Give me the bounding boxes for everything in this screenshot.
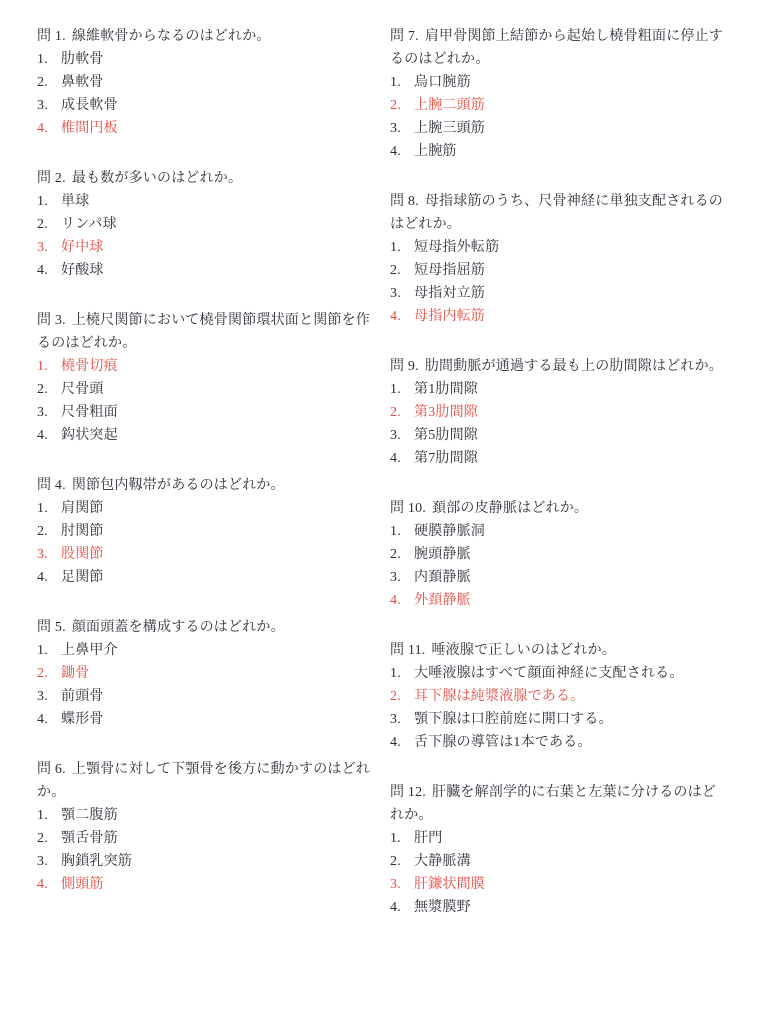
question-12-option-1 (390, 827, 728, 850)
question-4-text: 関節包内靱帯があるのはどれか。 (71, 478, 285, 493)
question-4-option-3-text: 股関節 (61, 547, 104, 562)
question-11-option-3 (390, 708, 728, 731)
question-3-option-3-number: 3. (37, 405, 48, 420)
question-8-text: 母指球筋のうち、尺骨神経に単独支配されるのはどれか。 (390, 194, 724, 232)
question-5-option-3-number: 3. (37, 689, 48, 704)
question-8-option-1 (390, 236, 728, 259)
question-4-option-1 (37, 497, 375, 520)
question-3-option-1-number: 1. (37, 359, 48, 374)
question-6-option-3-text: 胸鎖乳突筋 (61, 854, 132, 869)
question-6-option-2 (37, 827, 375, 850)
question-7 (390, 25, 728, 163)
question-9-title (390, 355, 728, 378)
question-6-option-4-number: 4. (37, 877, 48, 892)
question-1-option-1 (37, 48, 375, 71)
question-11-option-2-text: 耳下腺は純漿液腺である。 (414, 689, 585, 704)
question-4-option-1-number: 1. (37, 501, 48, 516)
question-3-option-2-text: 尺骨頭 (61, 382, 104, 397)
question-2-option-1-text: 単球 (61, 194, 90, 209)
question-4-option-3-number: 3. (37, 547, 48, 562)
question-11-title (390, 639, 728, 662)
question-12-number: 問 12. (390, 785, 426, 800)
question-10 (390, 497, 728, 612)
question-9-number: 問 9. (390, 359, 419, 374)
question-6-number: 問 6. (37, 762, 66, 777)
question-11-option-1-text: 大唾液腺はすべて顔面神経に支配される。 (414, 666, 684, 681)
question-11-option-4 (390, 731, 728, 754)
question-2-option-2-number: 2. (37, 217, 48, 232)
question-2-number: 問 2. (37, 171, 66, 186)
question-2-option-3-text: 好中球 (61, 240, 104, 255)
question-4-number: 問 4. (37, 478, 66, 493)
question-11-option-2-number: 2. (390, 689, 401, 704)
question-12-option-4 (390, 896, 728, 919)
question-8-option-3-text: 母指対立筋 (414, 286, 485, 301)
question-5-number: 問 5. (37, 620, 66, 635)
question-7-option-1-number: 1. (390, 75, 401, 90)
right-column (390, 25, 728, 946)
question-1-title (37, 25, 375, 48)
question-1 (37, 25, 375, 140)
question-4-option-4-text: 足関節 (61, 570, 104, 585)
question-10-option-3-number: 3. (390, 570, 401, 585)
question-1-option-2 (37, 71, 375, 94)
question-11-number: 問 11. (390, 643, 426, 658)
question-12-option-2-number: 2. (390, 854, 401, 869)
question-7-option-4-number: 4. (390, 144, 401, 159)
question-9-option-4 (390, 447, 728, 470)
question-1-option-1-text: 肋軟骨 (61, 52, 104, 67)
question-12-option-3-number: 3. (390, 877, 401, 892)
question-2-title (37, 167, 375, 190)
question-7-option-2 (390, 94, 728, 117)
question-8-option-4-number: 4. (390, 309, 401, 324)
question-3-option-4 (37, 424, 375, 447)
question-3-option-1-text: 橈骨切痕 (61, 359, 118, 374)
question-5-option-2-text: 鋤骨 (61, 666, 90, 681)
question-4-title (37, 474, 375, 497)
question-2-option-4-text: 好酸球 (61, 263, 104, 278)
question-12-option-2 (390, 850, 728, 873)
question-8 (390, 190, 728, 328)
question-10-option-4-text: 外頚静脈 (414, 593, 471, 608)
question-11-text: 唾液腺で正しいのはどれか。 (431, 643, 617, 658)
question-3-option-1 (37, 355, 375, 378)
question-9-option-4-number: 4. (390, 451, 401, 466)
question-5-title (37, 616, 375, 639)
left-column (37, 25, 375, 946)
question-2-option-4-number: 4. (37, 263, 48, 278)
question-10-title (390, 497, 728, 520)
question-1-option-3-text: 成長軟骨 (61, 98, 118, 113)
question-2-option-4 (37, 259, 375, 282)
question-7-option-3 (390, 117, 728, 140)
question-12-option-4-number: 4. (390, 900, 401, 915)
question-10-option-1-text: 硬膜静脈洞 (414, 524, 485, 539)
question-8-number: 問 8. (390, 194, 419, 209)
question-6-option-4-text: 側頭筋 (61, 877, 104, 892)
question-1-text: 線維軟骨からなるのはどれか。 (71, 29, 271, 44)
question-10-text: 頚部の皮静脈はどれか。 (432, 501, 589, 516)
question-5-option-1 (37, 639, 375, 662)
question-6-title (37, 758, 375, 804)
question-2-option-2-text: リンパ球 (61, 217, 117, 232)
question-2-option-2 (37, 213, 375, 236)
question-10-option-2-number: 2. (390, 547, 401, 562)
question-6-option-3 (37, 850, 375, 873)
question-9-option-2-text: 第3肋間隙 (414, 405, 478, 420)
question-5 (37, 616, 375, 731)
question-10-option-3-text: 内頚静脈 (414, 570, 471, 585)
question-11-option-4-text: 舌下腺の導管は1本である。 (414, 735, 592, 750)
question-7-number: 問 7. (390, 29, 419, 44)
question-10-option-2-text: 腕頭静脈 (414, 547, 471, 562)
question-4-option-4-number: 4. (37, 570, 48, 585)
question-1-option-2-number: 2. (37, 75, 48, 90)
question-6-option-4 (37, 873, 375, 896)
question-4-option-2-text: 肘関節 (61, 524, 104, 539)
question-4-option-2-number: 2. (37, 524, 48, 539)
question-1-option-1-number: 1. (37, 52, 48, 67)
question-9-option-3-number: 3. (390, 428, 401, 443)
question-2 (37, 167, 375, 282)
question-6 (37, 758, 375, 896)
question-9-option-2-number: 2. (390, 405, 401, 420)
question-7-title (390, 25, 728, 71)
question-11-option-1-number: 1. (390, 666, 401, 681)
question-7-option-3-number: 3. (390, 121, 401, 136)
question-1-option-4 (37, 117, 375, 140)
question-5-option-2-number: 2. (37, 666, 48, 681)
question-9-option-3-text: 第5肋間隙 (414, 428, 478, 443)
question-9-text: 肋間動脈が通過する最も上の肋間隙はどれか。 (424, 359, 724, 374)
question-3-title (37, 309, 375, 355)
question-3-option-3 (37, 401, 375, 424)
question-8-title (390, 190, 728, 236)
question-1-option-3-number: 3. (37, 98, 48, 113)
question-3-option-2 (37, 378, 375, 401)
question-2-text: 最も数が多いのはどれか。 (71, 171, 243, 186)
question-9-option-3 (390, 424, 728, 447)
question-8-option-4 (390, 305, 728, 328)
question-8-option-1-number: 1. (390, 240, 401, 255)
question-10-option-4 (390, 589, 728, 612)
question-10-option-3 (390, 566, 728, 589)
question-7-option-4-text: 上腕筋 (414, 144, 457, 159)
question-3-option-3-text: 尺骨粗面 (61, 405, 118, 420)
question-7-option-1 (390, 71, 728, 94)
question-8-option-1-text: 短母指外転筋 (414, 240, 500, 255)
question-4-option-3 (37, 543, 375, 566)
question-12-option-2-text: 大静脈溝 (414, 854, 471, 869)
question-6-option-2-text: 顎舌骨筋 (61, 831, 118, 846)
question-10-option-1-number: 1. (390, 524, 401, 539)
question-9-option-1-text: 第1肋間隙 (414, 382, 478, 397)
question-2-option-1-number: 1. (37, 194, 48, 209)
question-1-option-4-number: 4. (37, 121, 48, 136)
question-7-option-3-text: 上腕三頭筋 (414, 121, 485, 136)
question-11 (390, 639, 728, 754)
question-3-option-4-text: 鈎状突起 (61, 428, 118, 443)
question-11-option-4-number: 4. (390, 735, 401, 750)
question-2-option-1 (37, 190, 375, 213)
question-8-option-2 (390, 259, 728, 282)
question-8-option-4-text: 母指内転筋 (414, 309, 485, 324)
question-4 (37, 474, 375, 589)
question-4-option-1-text: 肩関節 (61, 501, 104, 516)
question-2-option-3 (37, 236, 375, 259)
question-12-option-3 (390, 873, 728, 896)
question-3-option-4-number: 4. (37, 428, 48, 443)
question-9-option-2 (390, 401, 728, 424)
question-5-option-1-text: 上鼻甲介 (61, 643, 118, 658)
question-3-number: 問 3. (37, 313, 66, 328)
question-9-option-4-text: 第7肋間隙 (414, 451, 478, 466)
question-6-option-1 (37, 804, 375, 827)
question-7-option-2-number: 2. (390, 98, 401, 113)
question-7-text: 肩甲骨関節上結節から起始し橈骨粗面に停止するのはどれか。 (390, 29, 724, 67)
question-5-option-3 (37, 685, 375, 708)
question-3 (37, 309, 375, 447)
question-12-option-4-text: 無漿膜野 (414, 900, 471, 915)
question-12-option-3-text: 肝鎌状間膜 (414, 877, 485, 892)
question-9-option-1-number: 1. (390, 382, 401, 397)
question-10-option-1 (390, 520, 728, 543)
question-8-option-3 (390, 282, 728, 305)
question-3-text: 上橈尺関節において橈骨関節環状面と関節を作るのはどれか。 (37, 313, 371, 351)
question-3-option-2-number: 2. (37, 382, 48, 397)
question-10-option-2 (390, 543, 728, 566)
question-5-option-1-number: 1. (37, 643, 48, 658)
question-12-option-1-text: 肝門 (414, 831, 443, 846)
question-8-option-3-number: 3. (390, 286, 401, 301)
question-7-option-1-text: 烏口腕筋 (414, 75, 471, 90)
question-11-option-1 (390, 662, 728, 685)
question-4-option-2 (37, 520, 375, 543)
question-5-option-4 (37, 708, 375, 731)
question-12-title (390, 781, 728, 827)
question-4-option-4 (37, 566, 375, 589)
question-1-option-4-text: 椎間円板 (61, 121, 118, 136)
question-7-option-4 (390, 140, 728, 163)
question-8-option-2-text: 短母指屈筋 (414, 263, 485, 278)
question-9-option-1 (390, 378, 728, 401)
question-5-text: 顔面頭蓋を構成するのはどれか。 (71, 620, 285, 635)
question-5-option-3-text: 前頭骨 (61, 689, 104, 704)
question-1-number: 問 1. (37, 29, 66, 44)
question-2-option-3-number: 3. (37, 240, 48, 255)
question-12 (390, 781, 728, 919)
question-12-text: 肝臓を解剖学的に右葉と左葉に分けるのはどれか。 (390, 785, 716, 823)
question-6-option-1-number: 1. (37, 808, 48, 823)
question-10-number: 問 10. (390, 501, 426, 516)
question-1-option-2-text: 鼻軟骨 (61, 75, 104, 90)
question-6-option-3-number: 3. (37, 854, 48, 869)
question-7-option-2-text: 上腕二頭筋 (414, 98, 485, 113)
question-12-option-1-number: 1. (390, 831, 401, 846)
question-11-option-3-number: 3. (390, 712, 401, 727)
question-9 (390, 355, 728, 470)
question-1-option-3 (37, 94, 375, 117)
question-6-option-1-text: 顎二腹筋 (61, 808, 118, 823)
question-6-option-2-number: 2. (37, 831, 48, 846)
question-11-option-3-text: 顎下腺は口腔前庭に開口する。 (414, 712, 613, 727)
question-11-option-2 (390, 685, 728, 708)
question-5-option-4-text: 蝶形骨 (61, 712, 104, 727)
question-5-option-2 (37, 662, 375, 685)
question-5-option-4-number: 4. (37, 712, 48, 727)
question-10-option-4-number: 4. (390, 593, 401, 608)
question-6-text: 上顎骨に対して下顎骨を後方に動かすのはどれか。 (37, 762, 371, 800)
question-8-option-2-number: 2. (390, 263, 401, 278)
